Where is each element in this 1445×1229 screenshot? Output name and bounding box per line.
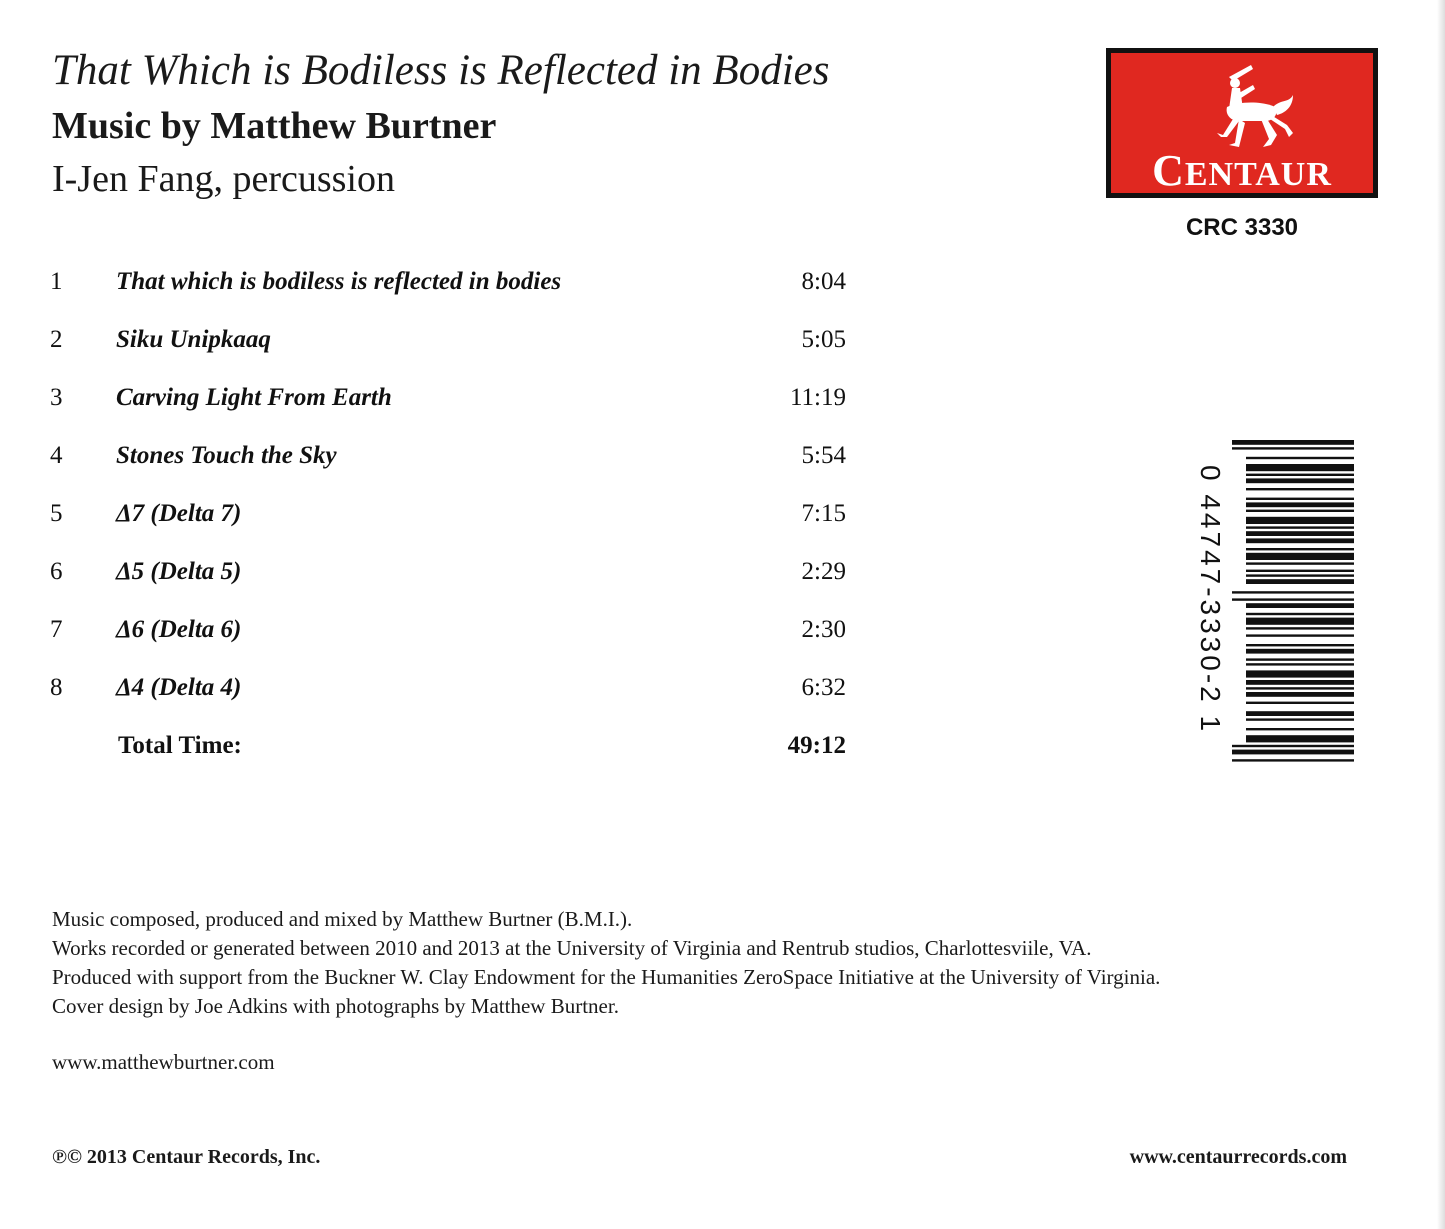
track-list — [50, 268, 850, 772]
track-number: 1 — [50, 268, 63, 295]
total-time-value: 49:12 — [787, 732, 846, 759]
barcode-bar — [1246, 603, 1354, 608]
album-title: That Which is Bodiless is Reflected in Bodies — [52, 47, 830, 94]
barcode-bar — [1246, 702, 1354, 704]
barcode-bar — [1232, 745, 1354, 747]
barcode-bar — [1232, 598, 1354, 600]
barcode-bar — [1232, 591, 1354, 593]
track-title: Carving Light From Earth — [116, 384, 392, 411]
composer-website: www.matthewburtner.com — [52, 1050, 275, 1074]
barcode-bar — [1246, 658, 1354, 660]
barcode-bar — [1246, 735, 1354, 742]
barcode-bar — [1246, 687, 1354, 689]
total-time-row — [50, 732, 850, 772]
track-duration: 2:29 — [801, 558, 846, 585]
centaur-icon — [1199, 63, 1299, 153]
track-number: 6 — [50, 558, 63, 585]
track-row — [50, 674, 850, 732]
track-title: Siku Unipkaaq — [116, 326, 271, 353]
track-row — [50, 616, 850, 674]
copyright: ℗© 2013 Centaur Records, Inc. — [52, 1146, 321, 1168]
track-row — [50, 268, 850, 326]
track-row — [50, 558, 850, 616]
barcode-bar — [1232, 447, 1354, 449]
track-number: 2 — [50, 326, 63, 353]
track-title: Δ4 (Delta 4) — [116, 674, 242, 701]
credit-line: Works recorded or generated between 2010 and 2013 at the University of Virginia and Rentrub studios, Charlottesviile, VA. — [52, 936, 1092, 960]
barcode-bar — [1246, 464, 1354, 471]
track-row — [50, 500, 850, 558]
track-duration: 11:19 — [789, 384, 846, 411]
barcode-bar — [1246, 634, 1354, 636]
barcode-bar — [1246, 474, 1354, 476]
track-title: Δ5 (Delta 5) — [116, 558, 242, 585]
performer-line: I-Jen Fang, percussion — [52, 158, 395, 200]
barcode-bar — [1246, 548, 1354, 550]
barcode-bar — [1246, 538, 1354, 543]
barcode-bar — [1246, 728, 1354, 730]
barcode-bar — [1232, 440, 1354, 445]
barcode-bar — [1246, 663, 1354, 665]
barcode-bar — [1246, 711, 1354, 716]
logo-rest: ENTAUR — [1184, 156, 1332, 193]
track-duration: 5:54 — [801, 442, 846, 469]
track-duration: 5:05 — [801, 326, 846, 353]
barcode-bar — [1246, 517, 1354, 524]
track-title: Δ7 (Delta 7) — [116, 500, 242, 527]
barcode-bar — [1246, 579, 1354, 584]
barcode-bar — [1246, 478, 1354, 483]
track-title: Δ6 (Delta 6) — [116, 616, 242, 643]
barcode-bar — [1232, 759, 1354, 761]
logo-initial: C — [1152, 146, 1185, 195]
barcode-bar — [1246, 502, 1354, 507]
barcode-bar — [1246, 570, 1354, 572]
barcode-bar — [1232, 750, 1354, 755]
barcode-bar — [1246, 644, 1354, 646]
track-title: Stones Touch the Sky — [116, 442, 337, 469]
barcode-bar — [1246, 692, 1354, 697]
barcode-digits: 0 44747-3330-2 1 — [1195, 464, 1226, 735]
barcode-bar — [1246, 531, 1354, 536]
track-duration: 8:04 — [801, 268, 846, 295]
track-duration: 7:15 — [801, 500, 846, 527]
track-row — [50, 326, 850, 384]
barcode-bar — [1246, 627, 1354, 629]
barcode-bar — [1246, 526, 1354, 528]
track-number: 7 — [50, 616, 63, 643]
credit-line: Produced with support from the Buckner W. Clay Endowment for the Humanities ZeroSpace Initiative at the University of Virginia. — [52, 965, 1161, 989]
barcode-bar — [1246, 553, 1354, 560]
barcode-bar — [1246, 649, 1354, 654]
total-time-label: Total Time: — [118, 732, 242, 759]
centaur-logo — [1106, 48, 1378, 198]
composer-line: Music by Matthew Burtner — [52, 105, 497, 147]
page-edge — [1437, 0, 1445, 1229]
track-number: 8 — [50, 674, 63, 701]
track-row — [50, 384, 850, 442]
barcode-bar — [1246, 510, 1354, 512]
track-duration: 6:32 — [801, 674, 846, 701]
label-website: www.centaurrecords.com — [1129, 1146, 1347, 1168]
track-number: 5 — [50, 500, 63, 527]
barcode-bar — [1246, 574, 1354, 576]
track-number: 4 — [50, 442, 63, 469]
barcode-bar — [1246, 618, 1354, 625]
credit-line: Music composed, produced and mixed by Matthew Burtner (B.M.I.). — [52, 907, 633, 931]
barcode-bar — [1246, 498, 1354, 500]
credits — [52, 905, 1160, 1021]
logo-wordmark — [1111, 145, 1373, 196]
barcode-bar — [1246, 680, 1354, 685]
barcode-bar — [1246, 457, 1354, 459]
barcode-bar — [1246, 613, 1354, 615]
barcode-bar — [1246, 562, 1354, 564]
barcode-bar — [1246, 670, 1354, 677]
track-number: 3 — [50, 384, 63, 411]
barcode-bar — [1246, 718, 1354, 720]
track-title: That which is bodiless is reflected in bodies — [116, 268, 562, 295]
track-duration: 2:30 — [801, 616, 846, 643]
credit-line: Cover design by Joe Adkins with photographs by Matthew Burtner. — [52, 994, 619, 1018]
catalog-number: CRC 3330 — [1185, 214, 1299, 241]
track-row — [50, 442, 850, 500]
barcode-bar — [1246, 488, 1354, 490]
